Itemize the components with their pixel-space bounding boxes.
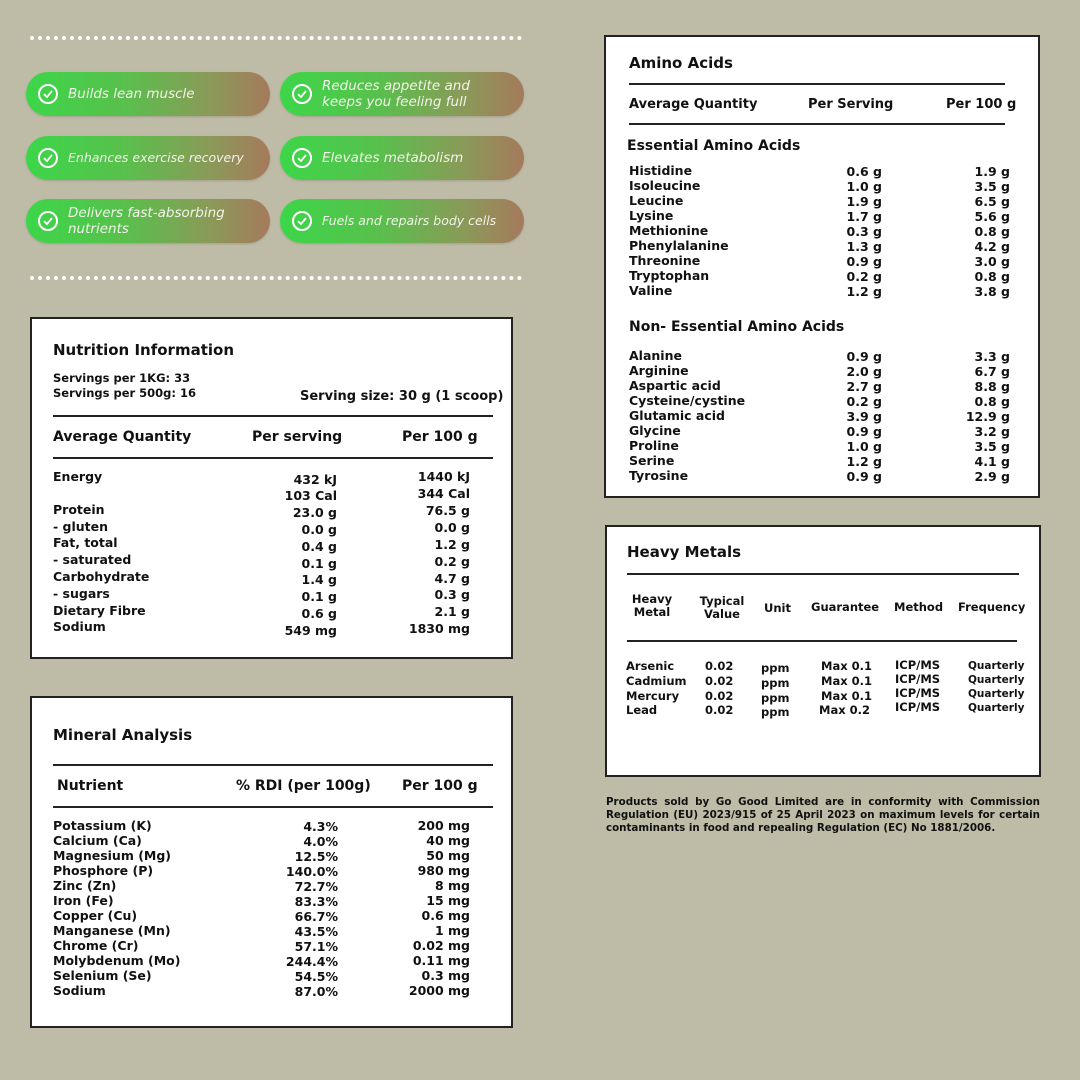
mineral-name: Copper (Cu) [53,908,138,923]
per-100g-value: 200 mg [417,818,470,833]
amino-name: Methionine [629,223,709,238]
benefit-label: Enhances exercise recovery [68,150,244,165]
per-100g-value: 1830 mg [408,621,470,636]
rdi-value: 83.3% [294,894,338,909]
mineral-name: Zinc (Zn) [53,878,117,893]
per-100g-value: 0.3 g [434,587,470,602]
per-100g-value: 8 mg [434,878,470,893]
header-unit: Unit [764,601,791,615]
typical-value: 0.02 [705,674,734,688]
bottom-dotted-divider [30,276,522,280]
per-serving-value: 549 mg [284,623,337,638]
header-method: Method [894,600,944,614]
frequency: Quarterly [968,688,1025,700]
essential-amino-title: Essential Amino Acids [627,138,801,154]
guarantee: Max 0.1 [821,674,872,688]
nutrition-header-per-serving: Per serving [252,429,343,445]
per-100g-value: 4.7 g [434,571,470,586]
benefit-pill [26,136,270,180]
per-100g-value: 0.11 mg [412,953,470,968]
guarantee: Max 0.2 [819,703,870,717]
header-frequency: Frequency [958,600,1026,614]
amino-name: Proline [629,438,679,453]
per-100g-value: 0.8 g [974,224,1010,239]
nutrition-header-per-100g: Per 100 g [402,429,478,445]
per-100g-value: 0.02 mg [412,938,470,953]
per-serving-value: 0.4 g [301,539,337,554]
nonessential-amino-title: Non- Essential Amino Acids [629,319,845,335]
per-100g-value: 1.2 g [434,537,470,552]
per-serving-value: 1.2 g [846,454,882,469]
per-serving-value: 1.0 g [846,179,882,194]
unit: ppm [761,676,790,690]
header-guarantee: Guarantee [811,600,880,614]
typical-value: 0.02 [705,689,734,703]
amino-name: Phenylalanine [629,238,729,253]
check-circle-icon [38,148,58,168]
nutrition-title: Nutrition Information [53,341,234,359]
mineral-name: Phosphore (P) [53,863,154,878]
benefit-pill [26,72,270,116]
per-100g-value: 1.9 g [974,164,1010,179]
metal-name: Arsenic [626,659,675,673]
mineral-name: Selenium (Se) [53,968,152,983]
amino-header-per-100g: Per 100 g [946,97,1017,112]
amino-name: Tyrosine [629,468,689,483]
metal-name: Mercury [626,689,680,703]
rdi-value: 72.7% [294,879,338,894]
nutrient-name: Fat, total [53,535,118,550]
per-serving-value: 0.9 g [846,424,882,439]
per-100g-value: 40 mg [426,833,470,848]
per-100g-value: 3.5 g [974,179,1010,194]
mineral-name: Chrome (Cr) [53,938,139,953]
per-serving-value: 1.3 g [846,239,882,254]
amino-name: Cysteine/cystine [629,393,746,408]
per-100g-value: 6.7 g [974,364,1010,379]
nutrition-header-quantity: Average Quantity [53,429,192,445]
nutrition-panel [30,317,513,659]
metal-name: Lead [626,703,658,717]
per-100g-value: 1440 kJ [417,469,470,484]
nutrient-name: Dietary Fibre [53,603,146,618]
serving-size: Serving size: 30 g (1 scoop) [300,389,504,404]
per-100g-value: 15 mg [426,893,470,908]
rdi-value: 66.7% [294,909,338,924]
per-100g-value: 76.5 g [425,503,470,518]
per-serving-value: 0.6 g [846,164,882,179]
benefit-pill [26,199,270,243]
rdi-value: 87.0% [294,984,338,999]
per-100g-value: 3.5 g [974,439,1010,454]
mineral-name: Iron (Fe) [53,893,114,908]
per-100g-value: 4.2 g [974,239,1010,254]
header-typical-value: Typical Value [699,594,745,621]
per-100g-value: 6.5 g [974,194,1010,209]
method: ICP/MS [895,700,941,714]
per-serving-value: 1.0 g [846,439,882,454]
mineral-title: Mineral Analysis [53,726,193,744]
per-100g-value: 0.0 g [434,520,470,535]
per-serving-value: 23.0 g [292,505,337,520]
nutrient-name: - sugars [53,586,110,601]
nutrition-rule-bottom [53,457,493,459]
per-serving-value: 1.2 g [846,284,882,299]
amino-name: Leucine [629,193,684,208]
top-dotted-divider [30,36,522,40]
per-100g-value: 0.3 mg [421,968,470,983]
amino-rule-top [629,83,1005,85]
per-100g-value: 3.8 g [974,284,1010,299]
guarantee: Max 0.1 [821,689,872,703]
amino-title: Amino Acids [629,54,733,72]
nutrient-name: - gluten [53,519,109,534]
per-serving-value: 0.9 g [846,349,882,364]
method: ICP/MS [895,686,941,700]
method: ICP/MS [895,672,941,686]
per-100g-value: 3.0 g [974,254,1010,269]
check-circle-icon [292,84,312,104]
per-100g-value: 2.1 g [434,604,470,619]
mineral-rule-top [53,764,493,766]
check-circle-icon [292,211,312,231]
per-100g-value: 2000 mg [408,983,470,998]
frequency: Quarterly [968,660,1025,672]
check-circle-icon [38,84,58,104]
benefit-pill [280,72,524,116]
per-100g-value: 3.2 g [974,424,1010,439]
rdi-value: 4.3% [303,819,338,834]
amino-name: Arginine [629,363,689,378]
per-100g-value: 0.8 g [974,394,1010,409]
per-serving-value: 1.9 g [846,194,882,209]
nutrient-name: Sodium [53,619,106,634]
mineral-header-per-100g: Per 100 g [402,778,478,794]
per-100g-value: 12.9 g [965,409,1010,424]
per-serving-value: 0.1 g [301,556,337,571]
check-circle-icon [292,148,312,168]
amino-name: Serine [629,453,675,468]
per-serving-value: 0.3 g [846,224,882,239]
benefit-pill [280,136,524,180]
unit: ppm [761,705,790,719]
typical-value: 0.02 [705,659,734,673]
per-100g-value: 0.6 mg [421,908,470,923]
amino-acids-panel [604,35,1040,498]
servings-1kg: Servings per 1KG: 33 [53,371,191,385]
check-circle-icon [38,211,58,231]
nutrition-rule-top [53,415,493,417]
mineral-header-nutrient: Nutrient [57,778,124,794]
per-serving-value: 0.9 g [846,469,882,484]
per-100g-value: 5.6 g [974,209,1010,224]
amino-name: Threonine [629,253,701,268]
per-serving-value: 432 kJ [293,472,337,487]
method: ICP/MS [895,658,941,672]
mineral-header-rdi: % RDI (per 100g) [236,778,371,794]
per-100g-value: 980 mg [417,863,470,878]
guarantee: Max 0.1 [821,659,872,673]
heavy-metals-rule-bottom [627,640,1017,642]
per-serving-value: 1.4 g [301,572,337,587]
amino-name: Histidine [629,163,693,178]
per-100g-value: 0.8 g [974,269,1010,284]
per-100g-value: 0.2 g [434,554,470,569]
amino-name: Aspartic acid [629,378,721,393]
per-100g-value: 4.1 g [974,454,1010,469]
benefit-label: Delivers fast-absorbing nutrients [68,205,225,237]
amino-name: Alanine [629,348,682,363]
amino-rule-bottom [629,123,1005,125]
unit: ppm [761,661,790,675]
amino-name: Lysine [629,208,674,223]
benefit-pill [280,199,524,243]
rdi-value: 54.5% [294,969,338,984]
typical-value: 0.02 [705,703,734,717]
benefit-label: Builds lean muscle [68,86,195,102]
amino-header-per-serving: Per Serving [808,97,894,112]
metal-name: Cadmium [626,674,687,688]
per-serving-value: 103 Cal [284,488,337,503]
mineral-name: Magnesium (Mg) [53,848,172,863]
heavy-metals-rule-top [627,573,1019,575]
mineral-name: Calcium (Ca) [53,833,142,848]
rdi-value: 244.4% [285,954,338,969]
per-100g-value: 8.8 g [974,379,1010,394]
per-serving-value: 0.2 g [846,394,882,409]
per-serving-value: 0.2 g [846,269,882,284]
unit: ppm [761,691,790,705]
nutrient-name: Energy [53,469,103,484]
nutrient-name: - saturated [53,552,132,567]
amino-name: Valine [629,283,673,298]
per-serving-value: 2.7 g [846,379,882,394]
per-100g-value: 50 mg [426,848,470,863]
per-100g-value: 3.3 g [974,349,1010,364]
rdi-value: 43.5% [294,924,338,939]
servings-500g: Servings per 500g: 16 [53,386,197,400]
benefit-label: Reduces appetite and keeps you feeling full [322,78,470,110]
frequency: Quarterly [968,702,1025,714]
per-100g-value: 2.9 g [974,469,1010,484]
per-serving-value: 0.1 g [301,589,337,604]
nutrient-name: Protein [53,502,105,517]
per-serving-value: 0.0 g [301,522,337,537]
mineral-rule-bottom [53,806,493,808]
amino-name: Glycine [629,423,681,438]
heavy-metals-title: Heavy Metals [627,543,742,561]
benefit-label: Fuels and repairs body cells [322,213,497,228]
rdi-value: 140.0% [285,864,338,879]
mineral-panel [30,696,513,1028]
per-serving-value: 0.6 g [301,606,337,621]
benefit-label: Elevates metabolism [322,150,464,166]
frequency: Quarterly [968,674,1025,686]
conformity-note: Products sold by Go Good Limited are in conformity with Commission Regulation (EU) 2023/915 of 25 April 2023 on maximum levels for certain contaminants in food and repealing Regulation (EC) No 1881/2006. [606,796,1040,834]
per-serving-value: 0.9 g [846,254,882,269]
nutrient-name: Carbohydrate [53,569,150,584]
per-serving-value: 3.9 g [846,409,882,424]
amino-name: Tryptophan [629,268,710,283]
amino-name: Isoleucine [629,178,701,193]
amino-name: Glutamic acid [629,408,726,423]
per-100g-value: 1 mg [434,923,470,938]
rdi-value: 57.1% [294,939,338,954]
heavy-metals-panel [605,525,1041,777]
amino-header-quantity: Average Quantity [629,97,758,112]
mineral-name: Molybdenum (Mo) [53,953,181,968]
rdi-value: 4.0% [303,834,338,849]
mineral-name: Potassium (K) [53,818,152,833]
mineral-name: Manganese (Mn) [53,923,171,938]
per-serving-value: 2.0 g [846,364,882,379]
per-serving-value: 1.7 g [846,209,882,224]
per-100g-value: 344 Cal [417,486,470,501]
mineral-name: Sodium [53,983,106,998]
rdi-value: 12.5% [294,849,338,864]
header-heavy-metal: Heavy Metal [631,592,673,619]
